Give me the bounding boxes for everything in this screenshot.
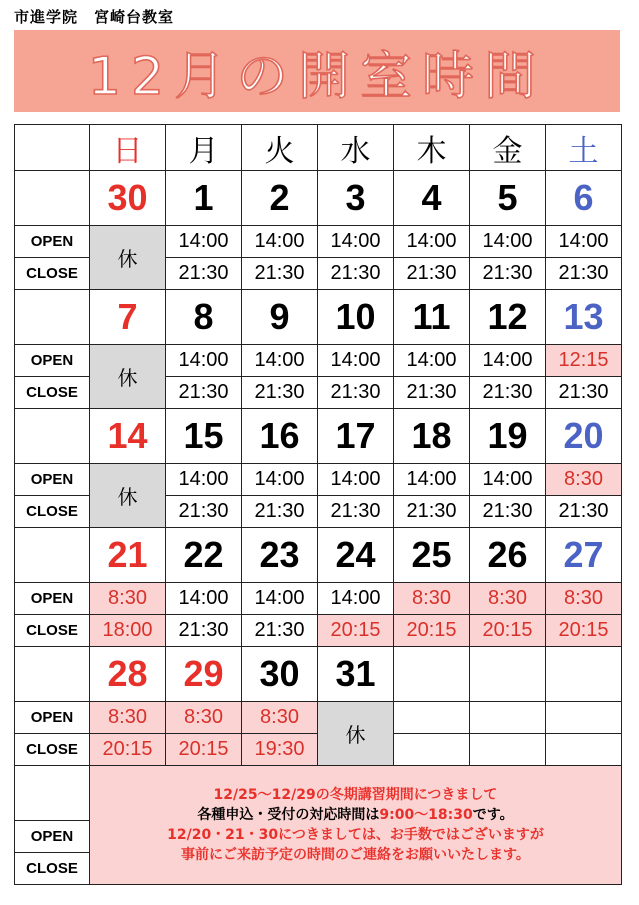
date-cell: 31 bbox=[318, 647, 394, 702]
weekday-wed: 水 bbox=[318, 125, 394, 171]
close-time: 21:30 bbox=[242, 258, 318, 290]
close-label: CLOSE bbox=[15, 258, 90, 290]
date-row bbox=[15, 409, 622, 464]
close-time-special: 20:15 bbox=[90, 734, 166, 766]
open-time: 14:00 bbox=[242, 583, 318, 615]
date-cell: 12 bbox=[470, 290, 546, 345]
open-time-special: 8:30 bbox=[546, 464, 622, 496]
open-label: OPEN bbox=[15, 464, 90, 496]
date-cell: 6 bbox=[546, 171, 622, 226]
close-time: 21:30 bbox=[242, 377, 318, 409]
weekday-tue: 火 bbox=[242, 125, 318, 171]
empty-cell bbox=[470, 647, 546, 702]
date-cell: 29 bbox=[166, 647, 242, 702]
close-time-special: 20:15 bbox=[470, 615, 546, 647]
open-time: 14:00 bbox=[470, 464, 546, 496]
close-time: 21:30 bbox=[546, 258, 622, 290]
open-time-special: 8:30 bbox=[90, 702, 166, 734]
date-row bbox=[15, 647, 622, 702]
date-cell: 5 bbox=[470, 171, 546, 226]
date-cell: 25 bbox=[394, 528, 470, 583]
empty-cell bbox=[546, 702, 622, 734]
date-cell: 27 bbox=[546, 528, 622, 583]
school-name: 市進学院 宮崎台教室 bbox=[14, 8, 175, 26]
open-row bbox=[15, 464, 622, 496]
weekday-header-row bbox=[15, 125, 622, 171]
empty-cell bbox=[394, 702, 470, 734]
notice-row bbox=[15, 766, 622, 821]
close-time-special: 20:15 bbox=[318, 615, 394, 647]
empty-cell bbox=[394, 734, 470, 766]
date-cell: 2 bbox=[242, 171, 318, 226]
open-label: OPEN bbox=[15, 583, 90, 615]
label-cell bbox=[15, 766, 90, 821]
date-cell: 28 bbox=[90, 647, 166, 702]
close-label: CLOSE bbox=[15, 377, 90, 409]
close-time: 21:30 bbox=[546, 377, 622, 409]
open-time-special: 8:30 bbox=[546, 583, 622, 615]
close-time: 21:30 bbox=[470, 258, 546, 290]
open-time: 14:00 bbox=[166, 464, 242, 496]
open-time: 14:00 bbox=[470, 226, 546, 258]
open-time: 14:00 bbox=[394, 345, 470, 377]
close-time: 21:30 bbox=[546, 496, 622, 528]
open-label: OPEN bbox=[15, 702, 90, 734]
notice-line-3: 12/20・21・30につきましては、お手数ではございますが bbox=[167, 827, 544, 843]
corner-cell bbox=[15, 125, 90, 171]
close-time-special: 20:15 bbox=[166, 734, 242, 766]
close-time-special: 20:15 bbox=[546, 615, 622, 647]
open-time-special: 8:30 bbox=[166, 702, 242, 734]
open-time: 14:00 bbox=[242, 464, 318, 496]
close-time: 21:30 bbox=[166, 615, 242, 647]
open-row bbox=[15, 702, 622, 734]
empty-cell bbox=[470, 734, 546, 766]
schedule-calendar bbox=[14, 124, 622, 885]
weekday-mon: 月 bbox=[166, 125, 242, 171]
open-time: 14:00 bbox=[318, 226, 394, 258]
label-cell bbox=[15, 409, 90, 464]
open-label: OPEN bbox=[15, 226, 90, 258]
date-cell: 22 bbox=[166, 528, 242, 583]
notice-line-2-prefix: 各種申込・受付の対応時間は bbox=[197, 807, 380, 823]
weekday-sun: 日 bbox=[90, 125, 166, 171]
close-time: 21:30 bbox=[318, 258, 394, 290]
date-cell: 13 bbox=[546, 290, 622, 345]
date-cell: 24 bbox=[318, 528, 394, 583]
open-time-special: 8:30 bbox=[394, 583, 470, 615]
date-cell: 7 bbox=[90, 290, 166, 345]
close-label: CLOSE bbox=[15, 615, 90, 647]
date-cell: 30 bbox=[242, 647, 318, 702]
close-time-special: 18:00 bbox=[90, 615, 166, 647]
open-row bbox=[15, 226, 622, 258]
closed-cell: 休 bbox=[90, 464, 166, 528]
open-row bbox=[15, 345, 622, 377]
date-cell: 9 bbox=[242, 290, 318, 345]
open-time: 14:00 bbox=[166, 226, 242, 258]
open-time: 14:00 bbox=[242, 226, 318, 258]
date-cell: 16 bbox=[242, 409, 318, 464]
close-label: CLOSE bbox=[15, 853, 90, 885]
notice-box bbox=[90, 766, 622, 885]
open-time: 14:00 bbox=[318, 464, 394, 496]
date-cell: 17 bbox=[318, 409, 394, 464]
close-time: 21:30 bbox=[318, 377, 394, 409]
open-time-special: 8:30 bbox=[242, 702, 318, 734]
close-time: 21:30 bbox=[470, 377, 546, 409]
close-time: 21:30 bbox=[394, 258, 470, 290]
open-time: 14:00 bbox=[394, 226, 470, 258]
open-time: 14:00 bbox=[546, 226, 622, 258]
close-time: 21:30 bbox=[166, 377, 242, 409]
open-time: 14:00 bbox=[470, 345, 546, 377]
date-cell: 15 bbox=[166, 409, 242, 464]
date-cell: 1 bbox=[166, 171, 242, 226]
close-time: 21:30 bbox=[242, 615, 318, 647]
close-time: 21:30 bbox=[394, 496, 470, 528]
close-time-special: 20:15 bbox=[394, 615, 470, 647]
open-time-special: 8:30 bbox=[90, 583, 166, 615]
open-label: OPEN bbox=[15, 345, 90, 377]
open-time: 14:00 bbox=[242, 345, 318, 377]
label-cell bbox=[15, 290, 90, 345]
empty-cell bbox=[470, 702, 546, 734]
date-row bbox=[15, 528, 622, 583]
date-row bbox=[15, 290, 622, 345]
close-time: 21:30 bbox=[470, 496, 546, 528]
empty-cell bbox=[546, 734, 622, 766]
open-time: 14:00 bbox=[166, 583, 242, 615]
notice-hours: 9:00～18:30 bbox=[379, 807, 473, 823]
weekday-fri: 金 bbox=[470, 125, 546, 171]
empty-cell bbox=[394, 647, 470, 702]
weekday-sat: 土 bbox=[546, 125, 622, 171]
date-cell: 8 bbox=[166, 290, 242, 345]
close-time: 21:30 bbox=[242, 496, 318, 528]
open-time: 14:00 bbox=[166, 345, 242, 377]
notice-line-1: 12/25～12/29の冬期講習期間につきまして bbox=[213, 787, 498, 803]
title-banner bbox=[14, 30, 620, 112]
close-time-special: 19:30 bbox=[242, 734, 318, 766]
open-time: 14:00 bbox=[318, 345, 394, 377]
close-row bbox=[15, 615, 622, 647]
date-cell: 18 bbox=[394, 409, 470, 464]
date-row bbox=[15, 171, 622, 226]
closed-cell: 休 bbox=[90, 226, 166, 290]
open-label: OPEN bbox=[15, 821, 90, 853]
close-time: 21:30 bbox=[166, 258, 242, 290]
label-cell bbox=[15, 647, 90, 702]
close-time: 21:30 bbox=[166, 496, 242, 528]
date-cell: 10 bbox=[318, 290, 394, 345]
close-time: 21:30 bbox=[318, 496, 394, 528]
label-cell bbox=[15, 528, 90, 583]
open-row bbox=[15, 583, 622, 615]
label-cell bbox=[15, 171, 90, 226]
date-cell: 19 bbox=[470, 409, 546, 464]
open-time-special: 12:15 bbox=[546, 345, 622, 377]
empty-cell bbox=[546, 647, 622, 702]
notice-line-2-suffix: です。 bbox=[472, 807, 514, 823]
closed-cell: 休 bbox=[90, 345, 166, 409]
close-label: CLOSE bbox=[15, 496, 90, 528]
close-label: CLOSE bbox=[15, 734, 90, 766]
date-cell: 20 bbox=[546, 409, 622, 464]
date-cell: 26 bbox=[470, 528, 546, 583]
date-cell: 11 bbox=[394, 290, 470, 345]
date-cell: 23 bbox=[242, 528, 318, 583]
date-cell: 3 bbox=[318, 171, 394, 226]
date-cell: 14 bbox=[90, 409, 166, 464]
close-time: 21:30 bbox=[394, 377, 470, 409]
notice-line-2 bbox=[90, 805, 621, 825]
weekday-thu: 木 bbox=[394, 125, 470, 171]
open-time: 14:00 bbox=[318, 583, 394, 615]
open-time: 14:00 bbox=[394, 464, 470, 496]
date-cell: 4 bbox=[394, 171, 470, 226]
page-title: 12月の開室時間 bbox=[87, 46, 547, 107]
closed-cell: 休 bbox=[318, 702, 394, 766]
date-cell: 21 bbox=[90, 528, 166, 583]
date-cell: 30 bbox=[90, 171, 166, 226]
open-time-special: 8:30 bbox=[470, 583, 546, 615]
notice-line-4: 事前にご来訪予定の時間のご連絡をお願いいたします。 bbox=[181, 847, 530, 863]
